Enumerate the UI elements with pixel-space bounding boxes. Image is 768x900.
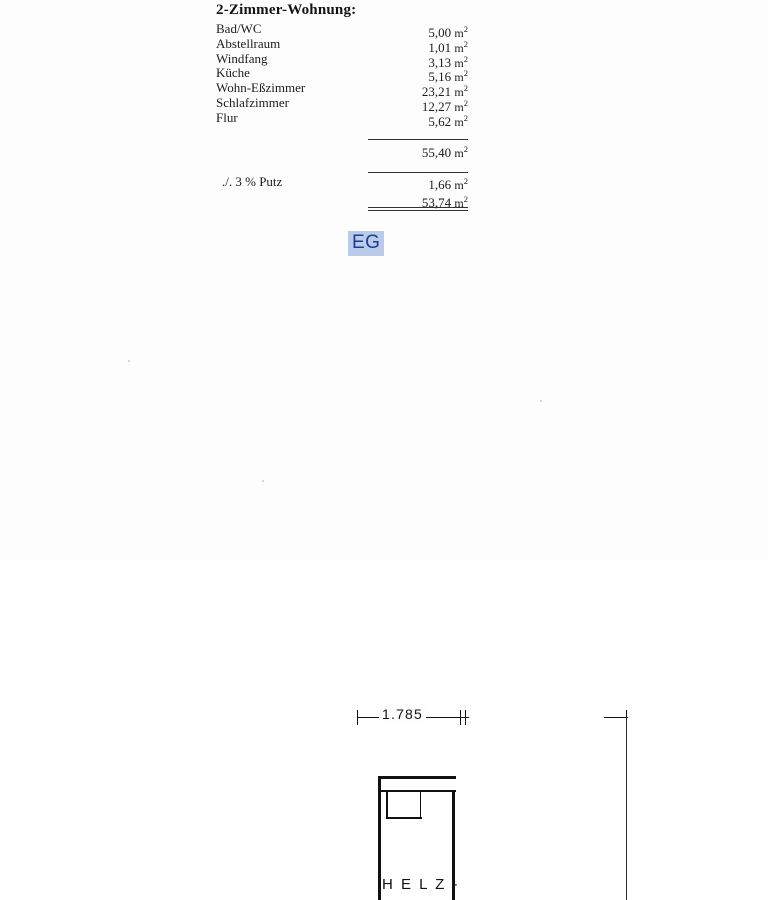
room-area: 12,27 $m^2$ [421,97,468,114]
room-area: 5,62 $m^2$ [428,112,468,129]
room-area: 3,13 $m^2$ [428,53,468,70]
deduction-row [216,174,536,192]
schedule-row [216,109,536,129]
room-label: Abstellraum [216,35,281,51]
wall-left [378,776,381,900]
dimension-line-right [604,708,628,728]
room-label: Windfang [216,50,268,66]
room-area: 5,00 $m^2$ [428,24,468,40]
schedule-row [216,35,536,55]
room-label: Flur [216,109,238,125]
total-value: 53,74 $m^2$ [421,194,468,210]
room-label: Schlafzimmer [216,94,289,110]
subtotal-rule [368,139,468,140]
schedule-row [216,50,536,70]
room-area: 1,01 $m^2$ [428,38,468,55]
wall-inner-vertical-right [420,790,421,818]
dimension-bar-right [604,717,628,718]
scan-speckle [128,360,130,362]
deduction-value: 1,66 $m^2$ [428,176,468,192]
room-area: 23,21 $m^2$ [421,83,468,100]
dimension-tick-left [357,710,358,725]
wall-top-outer [378,776,456,779]
dimension-tick-right [460,710,461,725]
subtotal-value: 55,40 $m^2$ [421,144,468,160]
schedule-row [216,21,536,40]
room-label: Küche [216,65,250,81]
dimension-line [357,708,469,728]
wall-inner-horizontal [386,817,422,819]
total-rule-lower [368,210,468,211]
schedule-title: 2-Zimmer-Wohnung: [216,2,357,18]
subtotal-row [216,142,536,160]
scan-speckle [540,400,542,402]
floor-marker-eg: EG [348,231,384,256]
room-area-schedule [216,2,536,210]
floor-plan-drawing [0,340,768,893]
scan-speckle [262,480,264,482]
total-rule-upper [368,207,468,208]
wall-inner-vertical-left [386,790,388,818]
deduction-label: ./. 3 % Putz [222,174,283,189]
room-area: 5,16 $m^2$ [428,68,468,85]
construction-line-right [626,716,627,900]
total-row [216,192,536,210]
schedule-row [216,65,536,85]
deduction-rule [368,172,468,173]
room-label: Wohn-Eßzimmer [216,80,306,96]
dimension-value: 1.785 [379,706,426,722]
dimension-tick-right-secondary [465,710,466,725]
room-label: Bad/WC [216,21,262,36]
plan-room-label: H E L Z - [382,876,460,893]
schedule-row [216,80,536,100]
schedule-row [216,94,536,114]
wall-top-inner [378,790,456,792]
